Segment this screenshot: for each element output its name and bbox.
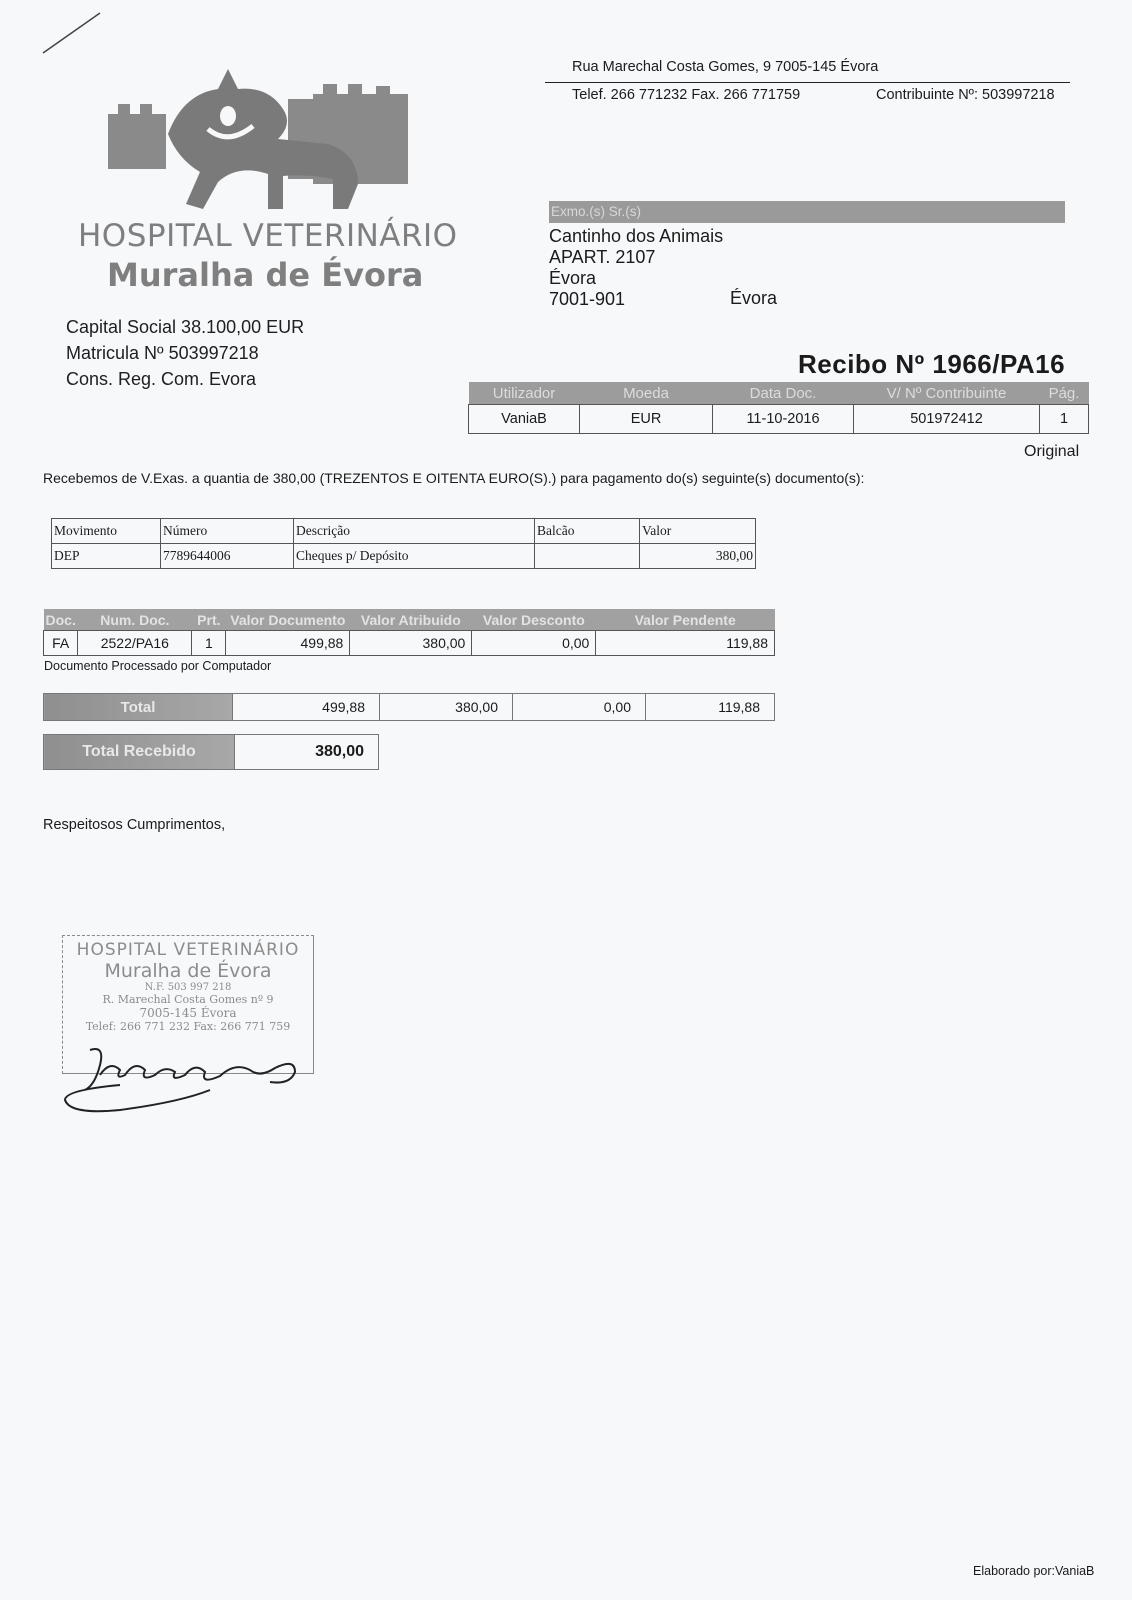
stamp-line: Muralha de Évora bbox=[104, 960, 272, 982]
total-received-value: 380,00 bbox=[235, 735, 379, 770]
documents-table bbox=[43, 609, 775, 656]
mov-header: Descrição bbox=[294, 519, 535, 544]
doc-header: Valor Atribuido bbox=[350, 609, 472, 631]
stamp-line: Telef: 266 771 232 Fax: 266 771 759 bbox=[85, 1020, 291, 1033]
closing-text: Respeitosos Cumprimentos, bbox=[43, 817, 226, 833]
receipt-title: Recibo Nº 1966/PA16 bbox=[798, 349, 1066, 379]
recipient-line3: Évora bbox=[549, 268, 597, 288]
movements-table bbox=[51, 518, 756, 569]
total-received-table bbox=[43, 734, 379, 770]
doc-cell: FA bbox=[44, 631, 78, 656]
signature-icon bbox=[60, 1040, 310, 1115]
total-value: 380,00 bbox=[380, 694, 513, 721]
recipient-block bbox=[549, 226, 723, 310]
doc-header: Valor Documento bbox=[226, 609, 350, 631]
matricula: Matricula Nº 503997218 bbox=[66, 343, 259, 363]
doc-cell: 1 bbox=[192, 631, 226, 656]
company-phones: Telef. 266 771232 Fax. 266 771759 bbox=[572, 87, 801, 103]
pen-mark bbox=[40, 8, 110, 58]
hospital-logo-icon bbox=[108, 64, 418, 214]
movements-header-row bbox=[52, 519, 756, 544]
doc-cell: 499,88 bbox=[226, 631, 350, 656]
total-value: 0,00 bbox=[513, 694, 646, 721]
doc-cell: 380,00 bbox=[350, 631, 472, 656]
mov-cell: DEP bbox=[52, 544, 161, 569]
info-contribuinte: 501972412 bbox=[854, 405, 1040, 434]
stamp-line: HOSPITAL VETERINÁRIO bbox=[76, 940, 300, 960]
total-label: Total bbox=[44, 694, 233, 721]
mov-cell: 7789644006 bbox=[161, 544, 294, 569]
info-header: Data Doc. bbox=[713, 382, 854, 405]
doc-header: Num. Doc. bbox=[78, 609, 192, 631]
recipient-line2: APART. 2107 bbox=[549, 247, 656, 267]
doc-header: Valor Desconto bbox=[472, 609, 596, 631]
info-header: Pág. bbox=[1040, 382, 1089, 405]
footer-prepared-by: Elaborado por:VaniaB bbox=[973, 1564, 1095, 1578]
doc-header: Valor Pendente bbox=[596, 609, 775, 631]
doc-header: Prt. bbox=[192, 609, 226, 631]
totals-table bbox=[43, 693, 775, 721]
receipt-info-table bbox=[468, 382, 1089, 434]
info-header: Utilizador bbox=[469, 382, 580, 405]
doc-cell: 119,88 bbox=[596, 631, 775, 656]
mov-header: Balcão bbox=[535, 519, 640, 544]
info-header: V/ Nº Contribuinte bbox=[854, 382, 1040, 405]
table-row bbox=[52, 544, 756, 569]
logo-subtitle: Muralha de Évora bbox=[107, 256, 424, 294]
info-page: 1 bbox=[1040, 405, 1089, 434]
mov-cell: 380,00 bbox=[640, 544, 756, 569]
total-received-label: Total Recebido bbox=[44, 735, 235, 770]
cons-reg: Cons. Reg. Com. Evora bbox=[66, 369, 257, 389]
recipient-name: Cantinho dos Animais bbox=[549, 226, 724, 246]
stamp-line: N.F. 503 997 218 bbox=[144, 982, 232, 993]
recipient-postal: 7001-901 bbox=[549, 289, 626, 309]
company-info bbox=[66, 314, 304, 392]
stamp-line: R. Marechal Costa Gomes nº 9 bbox=[102, 993, 274, 1006]
company-contribuinte: Contribuinte Nº: 503997218 bbox=[876, 87, 1055, 103]
capital-social: Capital Social 38.100,00 EUR bbox=[66, 317, 305, 337]
mov-header: Valor bbox=[640, 519, 756, 544]
company-address: Rua Marechal Costa Gomes, 9 7005-145 Évora bbox=[572, 59, 879, 75]
info-date: 11-10-2016 bbox=[713, 405, 854, 434]
logo-title: HOSPITAL VETERINÁRIO bbox=[78, 218, 458, 254]
doc-cell: 0,00 bbox=[472, 631, 596, 656]
recipient-city: Évora bbox=[730, 288, 778, 308]
doc-cell: 2522/PA16 bbox=[78, 631, 192, 656]
info-user: VaniaB bbox=[469, 405, 580, 434]
total-value: 119,88 bbox=[646, 694, 775, 721]
copy-label: Original bbox=[1024, 443, 1080, 460]
total-value: 499,88 bbox=[233, 694, 380, 721]
payment-statement: Recebemos de V.Exas. a quantia de 380,00 (TREZENTOS E OITENTA EURO(S).) para pagamento do(s) seguinte(s) documento(s): bbox=[43, 470, 865, 486]
mov-cell: Cheques p/ Depósito bbox=[294, 544, 535, 569]
mov-cell bbox=[535, 544, 640, 569]
table-row bbox=[44, 631, 775, 656]
processed-note: Documento Processado por Computador bbox=[44, 659, 272, 673]
header-divider bbox=[545, 82, 1070, 83]
documents-header-row bbox=[44, 609, 775, 631]
mov-header: Número bbox=[161, 519, 294, 544]
mov-header: Movimento bbox=[52, 519, 161, 544]
doc-header: Doc. bbox=[44, 609, 78, 631]
stamp-line: 7005-145 Évora bbox=[139, 1006, 237, 1020]
recipient-label: Exmo.(s) Sr.(s) bbox=[549, 201, 1065, 223]
info-currency: EUR bbox=[580, 405, 713, 434]
info-header: Moeda bbox=[580, 382, 713, 405]
